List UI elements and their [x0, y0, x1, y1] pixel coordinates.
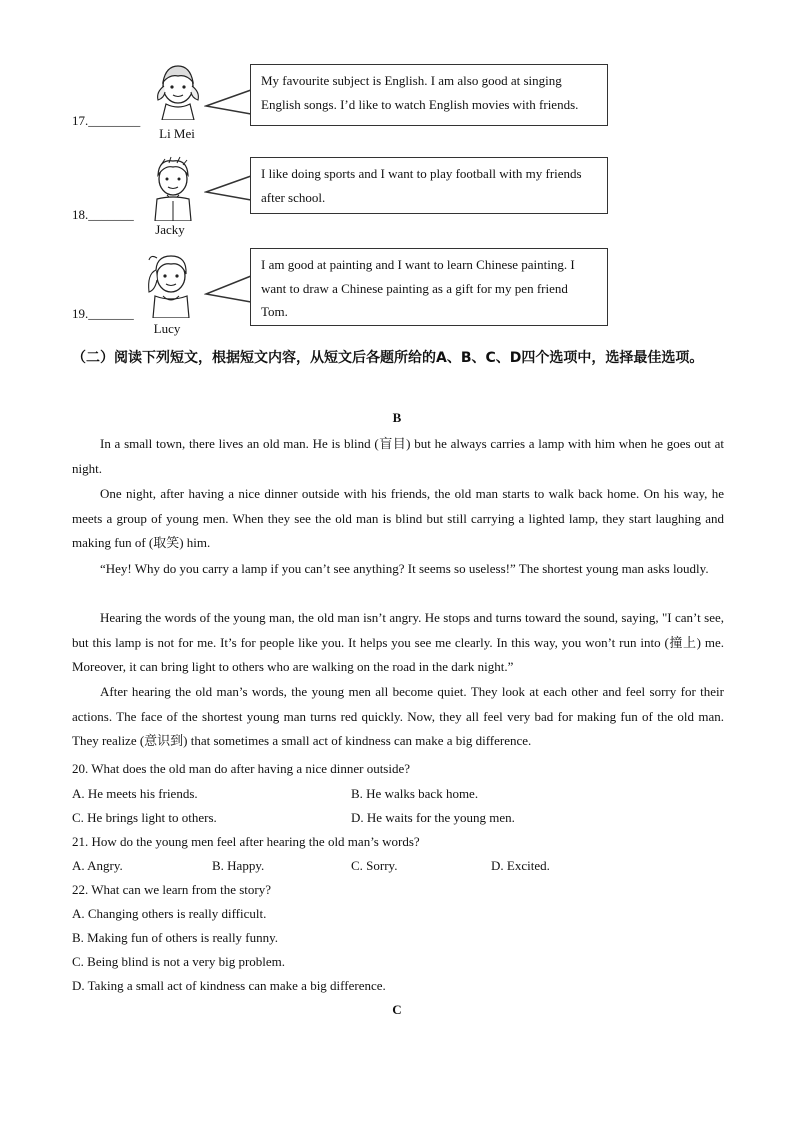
passage-b-paragraph: In a small town, there lives an old man. He is blind (盲目) but he always carries a lamp with him when he goes out at night. — [72, 436, 724, 476]
section-heading: （二）阅读下列短文，根据短文内容，从短文后各题所给的A、B、C、D四个选项中，选择最佳选项。 — [72, 350, 704, 366]
girl-lucy-illustration — [143, 250, 199, 318]
answer-blank-19[interactable]: 19._______ — [72, 306, 134, 321]
speech-bubble-tail — [204, 170, 252, 210]
passage-c-label: C — [392, 1002, 402, 1017]
passage-b-paragraph: “Hey! Why do you carry a lamp if you can’t see anything? It seems so useless!” The shortest young man asks loudly. — [100, 561, 709, 576]
passage-b-paragraph: One night, after having a nice dinner outside with his friends, the old man starts to walk back home. On his way, he meets a group of young men. When they see the old man is blind but still carrying a lighted lamp, they start laughing and making fun of (取笑) him. — [72, 486, 724, 551]
boy-jacky-illustration — [147, 155, 199, 221]
question-20-option-b[interactable]: B. He walks back home. — [351, 786, 479, 801]
speech-bubble-lucy: I am good at painting and I want to learn Chinese painting. I want to draw a Chinese painting as a gift for my pen friend Tom. — [250, 248, 608, 326]
question-22-option-c[interactable]: C. Being blind is not a very big problem. — [72, 954, 286, 969]
passage-b-paragraph: After hearing the old man’s words, the young men all become quiet. They look at each other and feel sorry for their actions. The face of the shortest young man turns red quickly. Now, they all feel very bad for making fun of the old man. They realize (意识到) that sometimes a small act of kindness can make a big difference. — [72, 684, 724, 749]
character-name-jacky: Jacky — [155, 222, 185, 237]
question-22-stem: 22. What can we learn from the story? — [72, 882, 272, 897]
question-22-option-d[interactable]: D. Taking a small act of kindness can make a big difference. — [72, 978, 386, 993]
speech-bubble-tail — [204, 84, 252, 124]
passage-b-label: B — [392, 410, 402, 425]
question-22-option-b[interactable]: B. Making fun of others is really funny. — [72, 930, 279, 945]
speech-bubble-li-mei: My favourite subject is English. I am also good at singing English songs. I’d like to watch English movies with friends. — [250, 64, 608, 126]
question-20-option-a[interactable]: A. He meets his friends. — [72, 786, 198, 801]
passage-b-paragraph: Hearing the words of the young man, the old man isn’t angry. He stops and turns toward the sound, saying, "I can’t see, but this lamp is not for me. It’s for people like you. It helps you see me clearly. In this way, you won’t run into (撞上) me. Moreover, it can bring light to others who are walking on the road in the dark night.” — [72, 610, 724, 675]
question-20-option-c[interactable]: C. He brings light to others. — [72, 810, 217, 825]
speech-bubble-jacky: I like doing sports and I want to play football with my friends after school. — [250, 157, 608, 214]
speech-bubble-tail — [204, 270, 252, 310]
answer-blank-17[interactable]: 17.________ — [72, 113, 141, 128]
girl-li-mei-illustration — [150, 60, 206, 120]
character-name-lucy: Lucy — [153, 321, 181, 336]
question-20-option-d[interactable]: D. He waits for the young men. — [351, 810, 515, 825]
character-name-li-mei: Li Mei — [159, 126, 195, 141]
question-20-stem: 20. What does the old man do after having a nice dinner outside? — [72, 761, 411, 776]
question-21-option-b[interactable]: B. Happy. — [212, 858, 265, 873]
question-21-stem: 21. How do the young men feel after hearing the old man’s words? — [72, 834, 420, 849]
question-21-option-c[interactable]: C. Sorry. — [351, 858, 398, 873]
question-22-option-a[interactable]: A. Changing others is really difficult. — [72, 906, 267, 921]
question-21-option-d[interactable]: D. Excited. — [491, 858, 550, 873]
answer-blank-18[interactable]: 18._______ — [72, 207, 134, 222]
question-21-option-a[interactable]: A. Angry. — [72, 858, 123, 873]
